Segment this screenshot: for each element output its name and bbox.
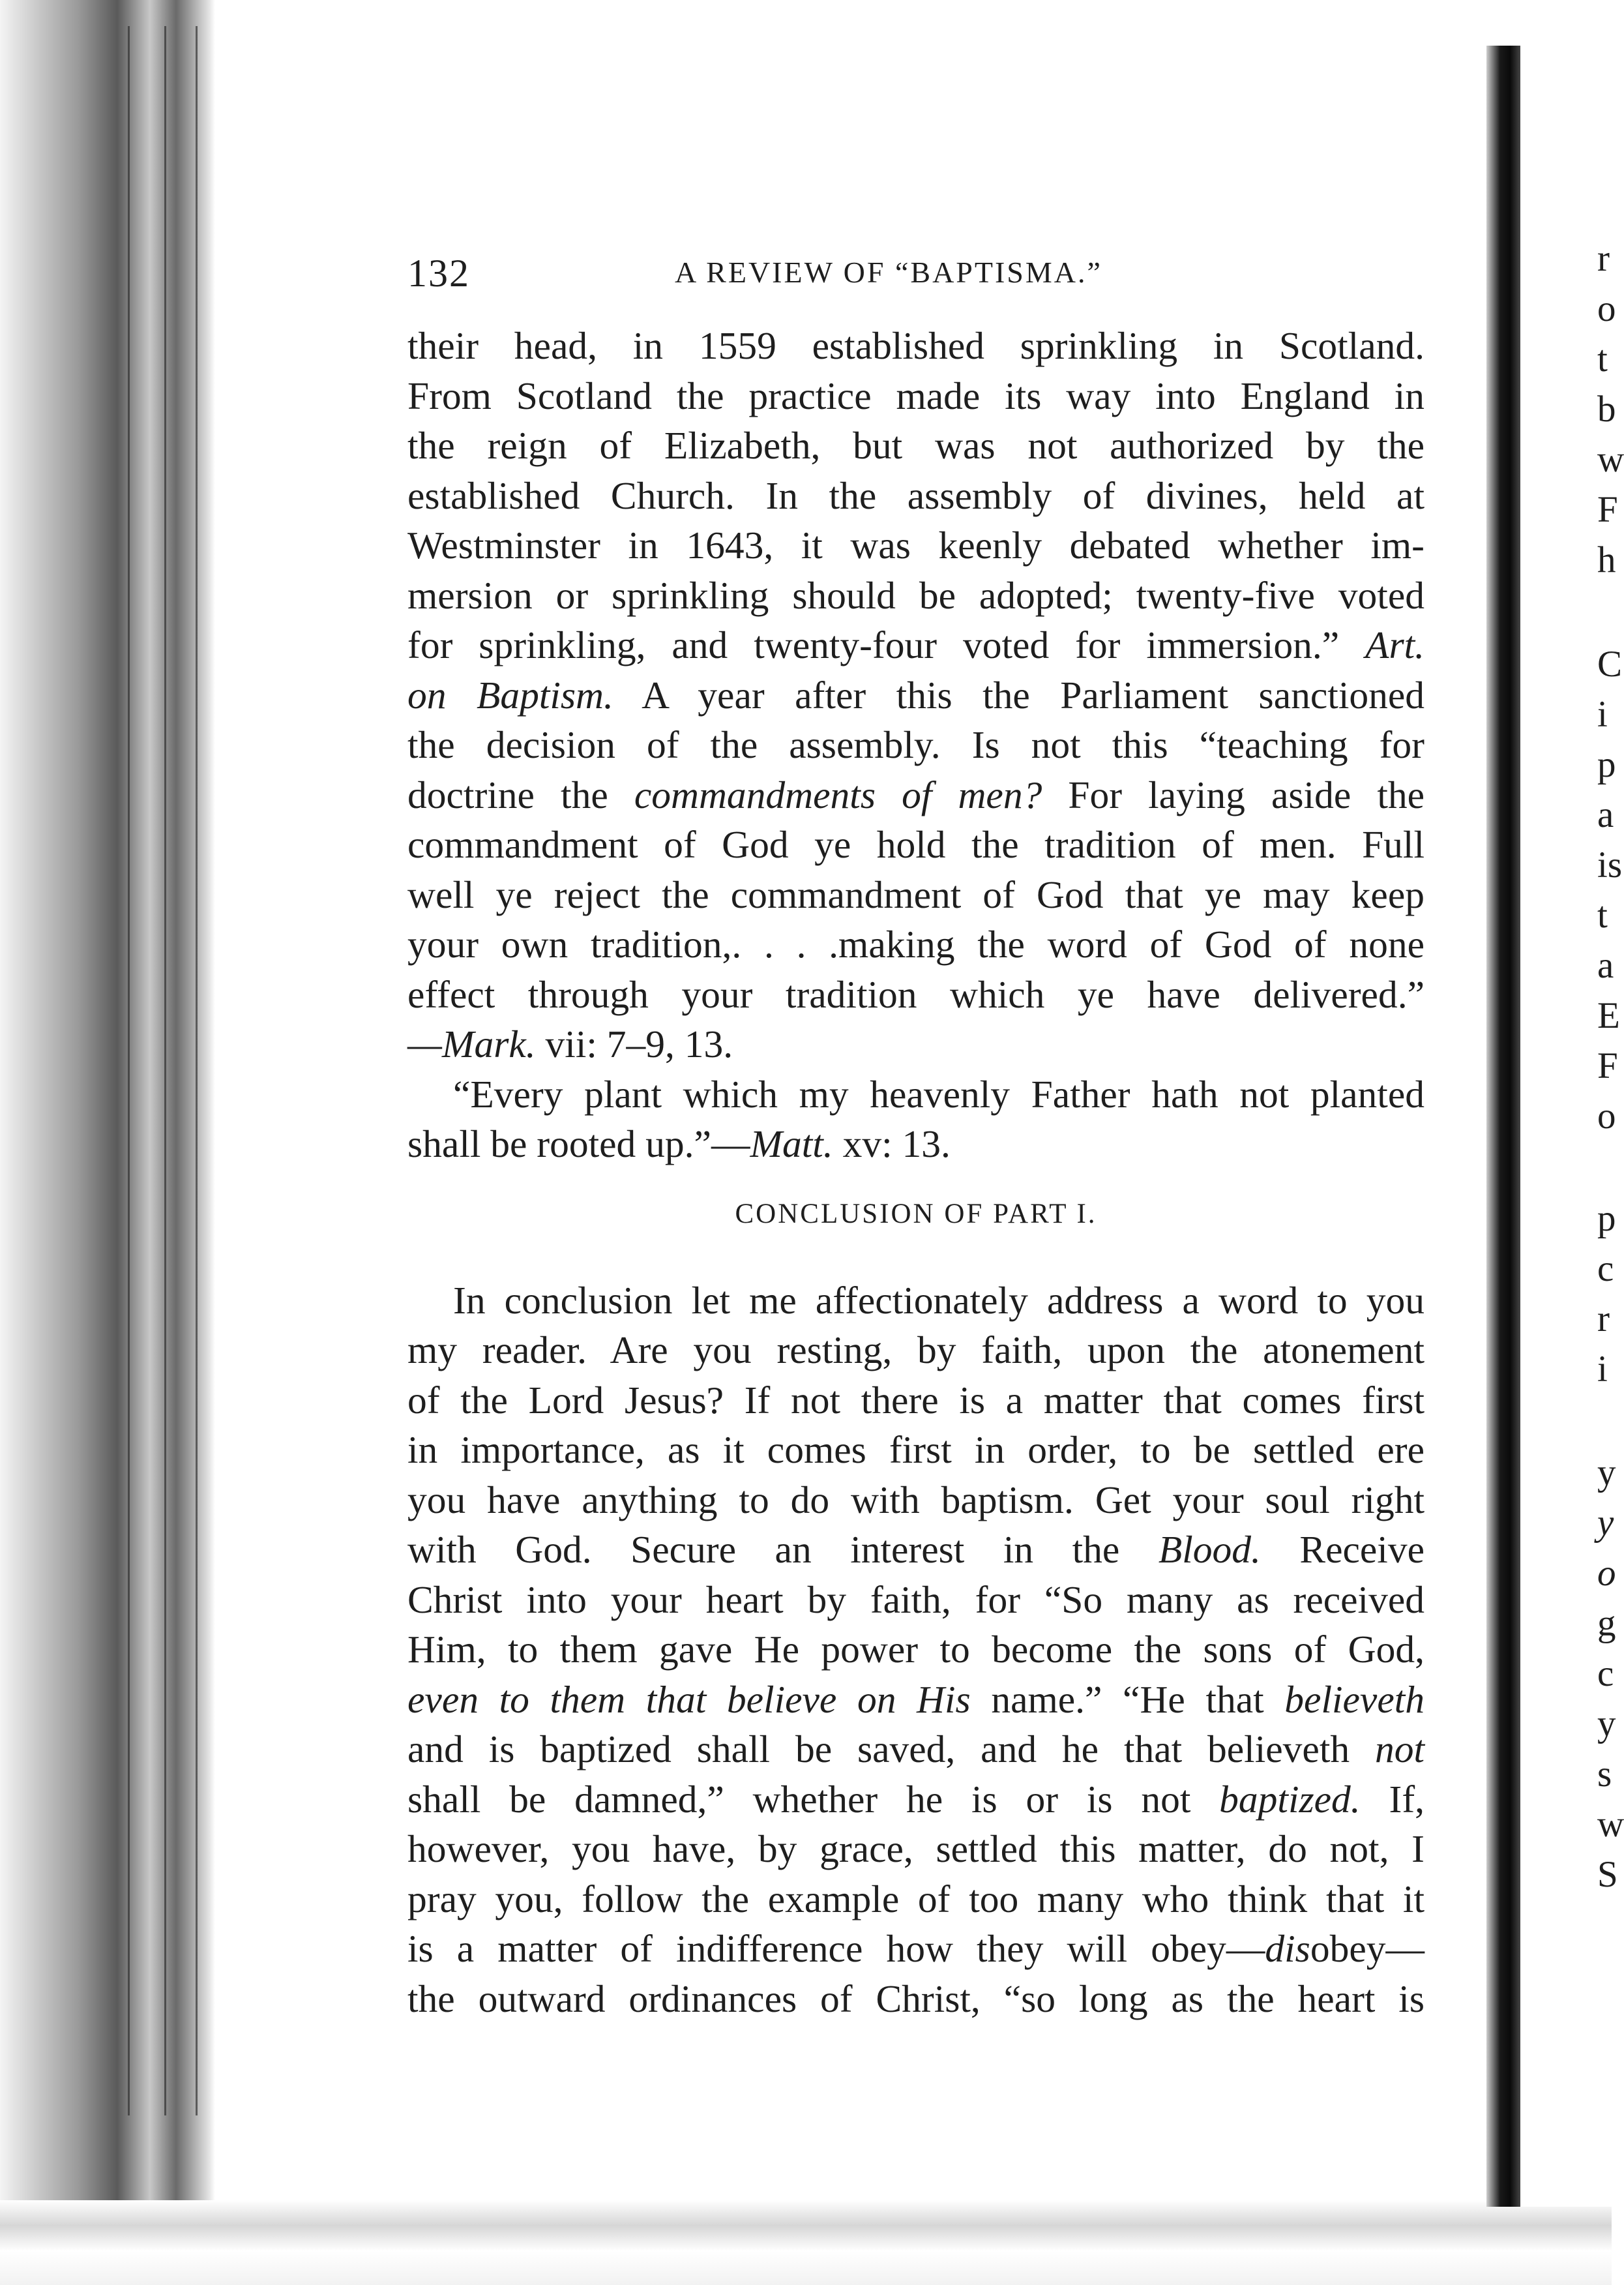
next-page-letter: b — [1597, 389, 1616, 430]
text-line: shall be rooted up.”—Matt. xv: 13. — [407, 1122, 951, 1165]
next-page-letter: i — [1597, 1349, 1608, 1390]
text-line: pray you, follow the example of too many who think that it — [407, 1877, 1425, 1920]
text-line: —Mark. vii: 7–9, 13. — [407, 1023, 733, 1066]
next-page-letter: o — [1597, 1553, 1616, 1594]
text-line: my reader. Are you resting, by faith, upon the atonement — [407, 1328, 1425, 1371]
text-line: of the Lord Jesus? If not there is a matter that comes first — [407, 1378, 1425, 1422]
next-page-letter: r — [1597, 238, 1610, 279]
italic-baptized: baptized. — [1219, 1777, 1361, 1821]
text-line: Him, to them gave He power to become the sons of God, — [407, 1628, 1425, 1671]
next-page-letter: y — [1597, 1703, 1616, 1744]
page-edge-line — [196, 26, 198, 2115]
next-page-letter: t — [1597, 895, 1608, 936]
next-page-letter: w — [1597, 1804, 1624, 1845]
section-heading: CONCLUSION OF PART I. — [735, 1198, 1097, 1229]
text-line: however, you have, by grace, settled this matter, do not, I — [407, 1827, 1425, 1870]
book-page-edges — [0, 0, 215, 2285]
text-line: the decision of the assembly. Is not this “teaching for — [407, 723, 1425, 766]
next-page-letter: E — [1597, 995, 1620, 1036]
next-page-letter: s — [1597, 1754, 1612, 1795]
page-number: 132 — [407, 252, 470, 295]
next-page-letter: C — [1597, 644, 1623, 685]
italic-even-to-them: even to them that believe on His — [407, 1677, 971, 1721]
page-edge-line — [164, 26, 166, 2115]
paragraph-quote — [407, 1069, 1425, 1169]
next-page-letter: c — [1597, 1248, 1614, 1289]
next-page-letter: h — [1597, 539, 1616, 580]
text-line: commandment of God ye hold the tradition of men. Full — [407, 823, 1425, 866]
page-header — [407, 251, 1503, 297]
citation-on-baptism: on Baptism. — [407, 673, 613, 717]
next-page-letter: is — [1597, 844, 1623, 886]
matt-reference: Matt. — [750, 1122, 833, 1165]
text-line: “Every plant which my heavenly Father hath not planted — [453, 1072, 1425, 1116]
italic-not: not — [1374, 1727, 1425, 1770]
page-text — [407, 321, 1425, 2024]
next-page-letter: o — [1597, 1096, 1616, 1137]
paragraph-conclusion — [407, 1276, 1425, 2024]
text-line: for sprinkling, and twenty-four voted for immersion.” Art. — [407, 623, 1425, 666]
text-line: with God. Secure an interest in the Blood. Receive — [407, 1528, 1425, 1571]
text-line: well ye reject the commandment of God that ye may keep — [407, 873, 1425, 916]
italic-dis: dis — [1265, 1927, 1310, 1970]
next-page-letter: y — [1597, 1452, 1616, 1493]
next-page-letter: F — [1597, 1045, 1618, 1086]
text-line: the outward ordinances of Christ, “so long as the heart is — [407, 1977, 1425, 2020]
next-page-letter: r — [1597, 1298, 1610, 1339]
text-line: is a matter of indifference how they will obey—disobey— — [407, 1927, 1425, 1970]
next-page-letter: w — [1597, 439, 1624, 480]
text-line: mersion or sprinkling should be adopted; twenty-five voted — [407, 573, 1425, 617]
next-page-letter: t — [1597, 338, 1608, 380]
text-line: From Scotland the practice made its way into England in — [407, 374, 1425, 417]
paragraph-history — [407, 321, 1425, 1069]
text-line: your own tradition,. . . .making the word of God of none — [407, 923, 1425, 966]
text-line: and is baptized shall be saved, and he that believeth not — [407, 1727, 1425, 1770]
text-line: even to them that believe on His name.” “He that believeth — [407, 1677, 1425, 1721]
mark-reference: —Mark. — [407, 1023, 536, 1066]
text-line: established Church. In the assembly of divines, held at — [407, 473, 1425, 517]
text-line: you have anything to do with baptism. Get your soul right — [407, 1478, 1425, 1521]
next-page-letter: p — [1597, 744, 1616, 785]
text-line: Christ into your heart by faith, for “So many as received — [407, 1577, 1425, 1621]
next-page-letter: F — [1597, 489, 1618, 530]
italic-blood: Blood. — [1158, 1528, 1261, 1571]
text-line: on Baptism. A year after this the Parliament sanctioned — [407, 673, 1425, 717]
next-page-letter: g — [1597, 1603, 1616, 1644]
next-page-letter: y — [1597, 1502, 1614, 1544]
next-page-letter: o — [1597, 288, 1616, 329]
page-edge-line — [128, 26, 130, 2115]
next-page-letter: p — [1597, 1198, 1616, 1239]
next-page-letter: a — [1597, 794, 1614, 835]
text-line: in importance, as it comes first in order, to be settled ere — [407, 1428, 1425, 1471]
citation-art: Art. — [1365, 623, 1425, 666]
next-page-letter: c — [1597, 1653, 1614, 1694]
running-head: A REVIEW OF “BAPTISMA.” — [675, 256, 1102, 289]
text-line: Westminster in 1643, it was keenly debated whether im- — [407, 524, 1425, 567]
text-line: effect through your tradition which ye have delivered.” — [407, 972, 1425, 1016]
scan-bottom-margin — [0, 2200, 1612, 2285]
next-page-letter: S — [1597, 1854, 1618, 1895]
text-line: In conclusion let me affectionately address a word to you — [453, 1278, 1425, 1322]
italic-commandments: commandments of men? — [634, 773, 1042, 816]
next-page-letter: a — [1597, 945, 1614, 986]
text-line: doctrine the commandments of men? For laying aside the — [407, 773, 1425, 816]
text-line: shall be damned,” whether he is or is not baptized. If, — [407, 1777, 1425, 1821]
italic-believeth: believeth — [1284, 1677, 1425, 1721]
next-page-edge — [1520, 46, 1624, 2207]
book-gutter — [1486, 46, 1520, 2207]
text-line: the reign of Elizabeth, but was not authorized by the — [407, 424, 1425, 467]
next-page-letter: i — [1597, 694, 1608, 735]
text-line: their head, in 1559 established sprinkling in Scotland. — [407, 324, 1425, 367]
